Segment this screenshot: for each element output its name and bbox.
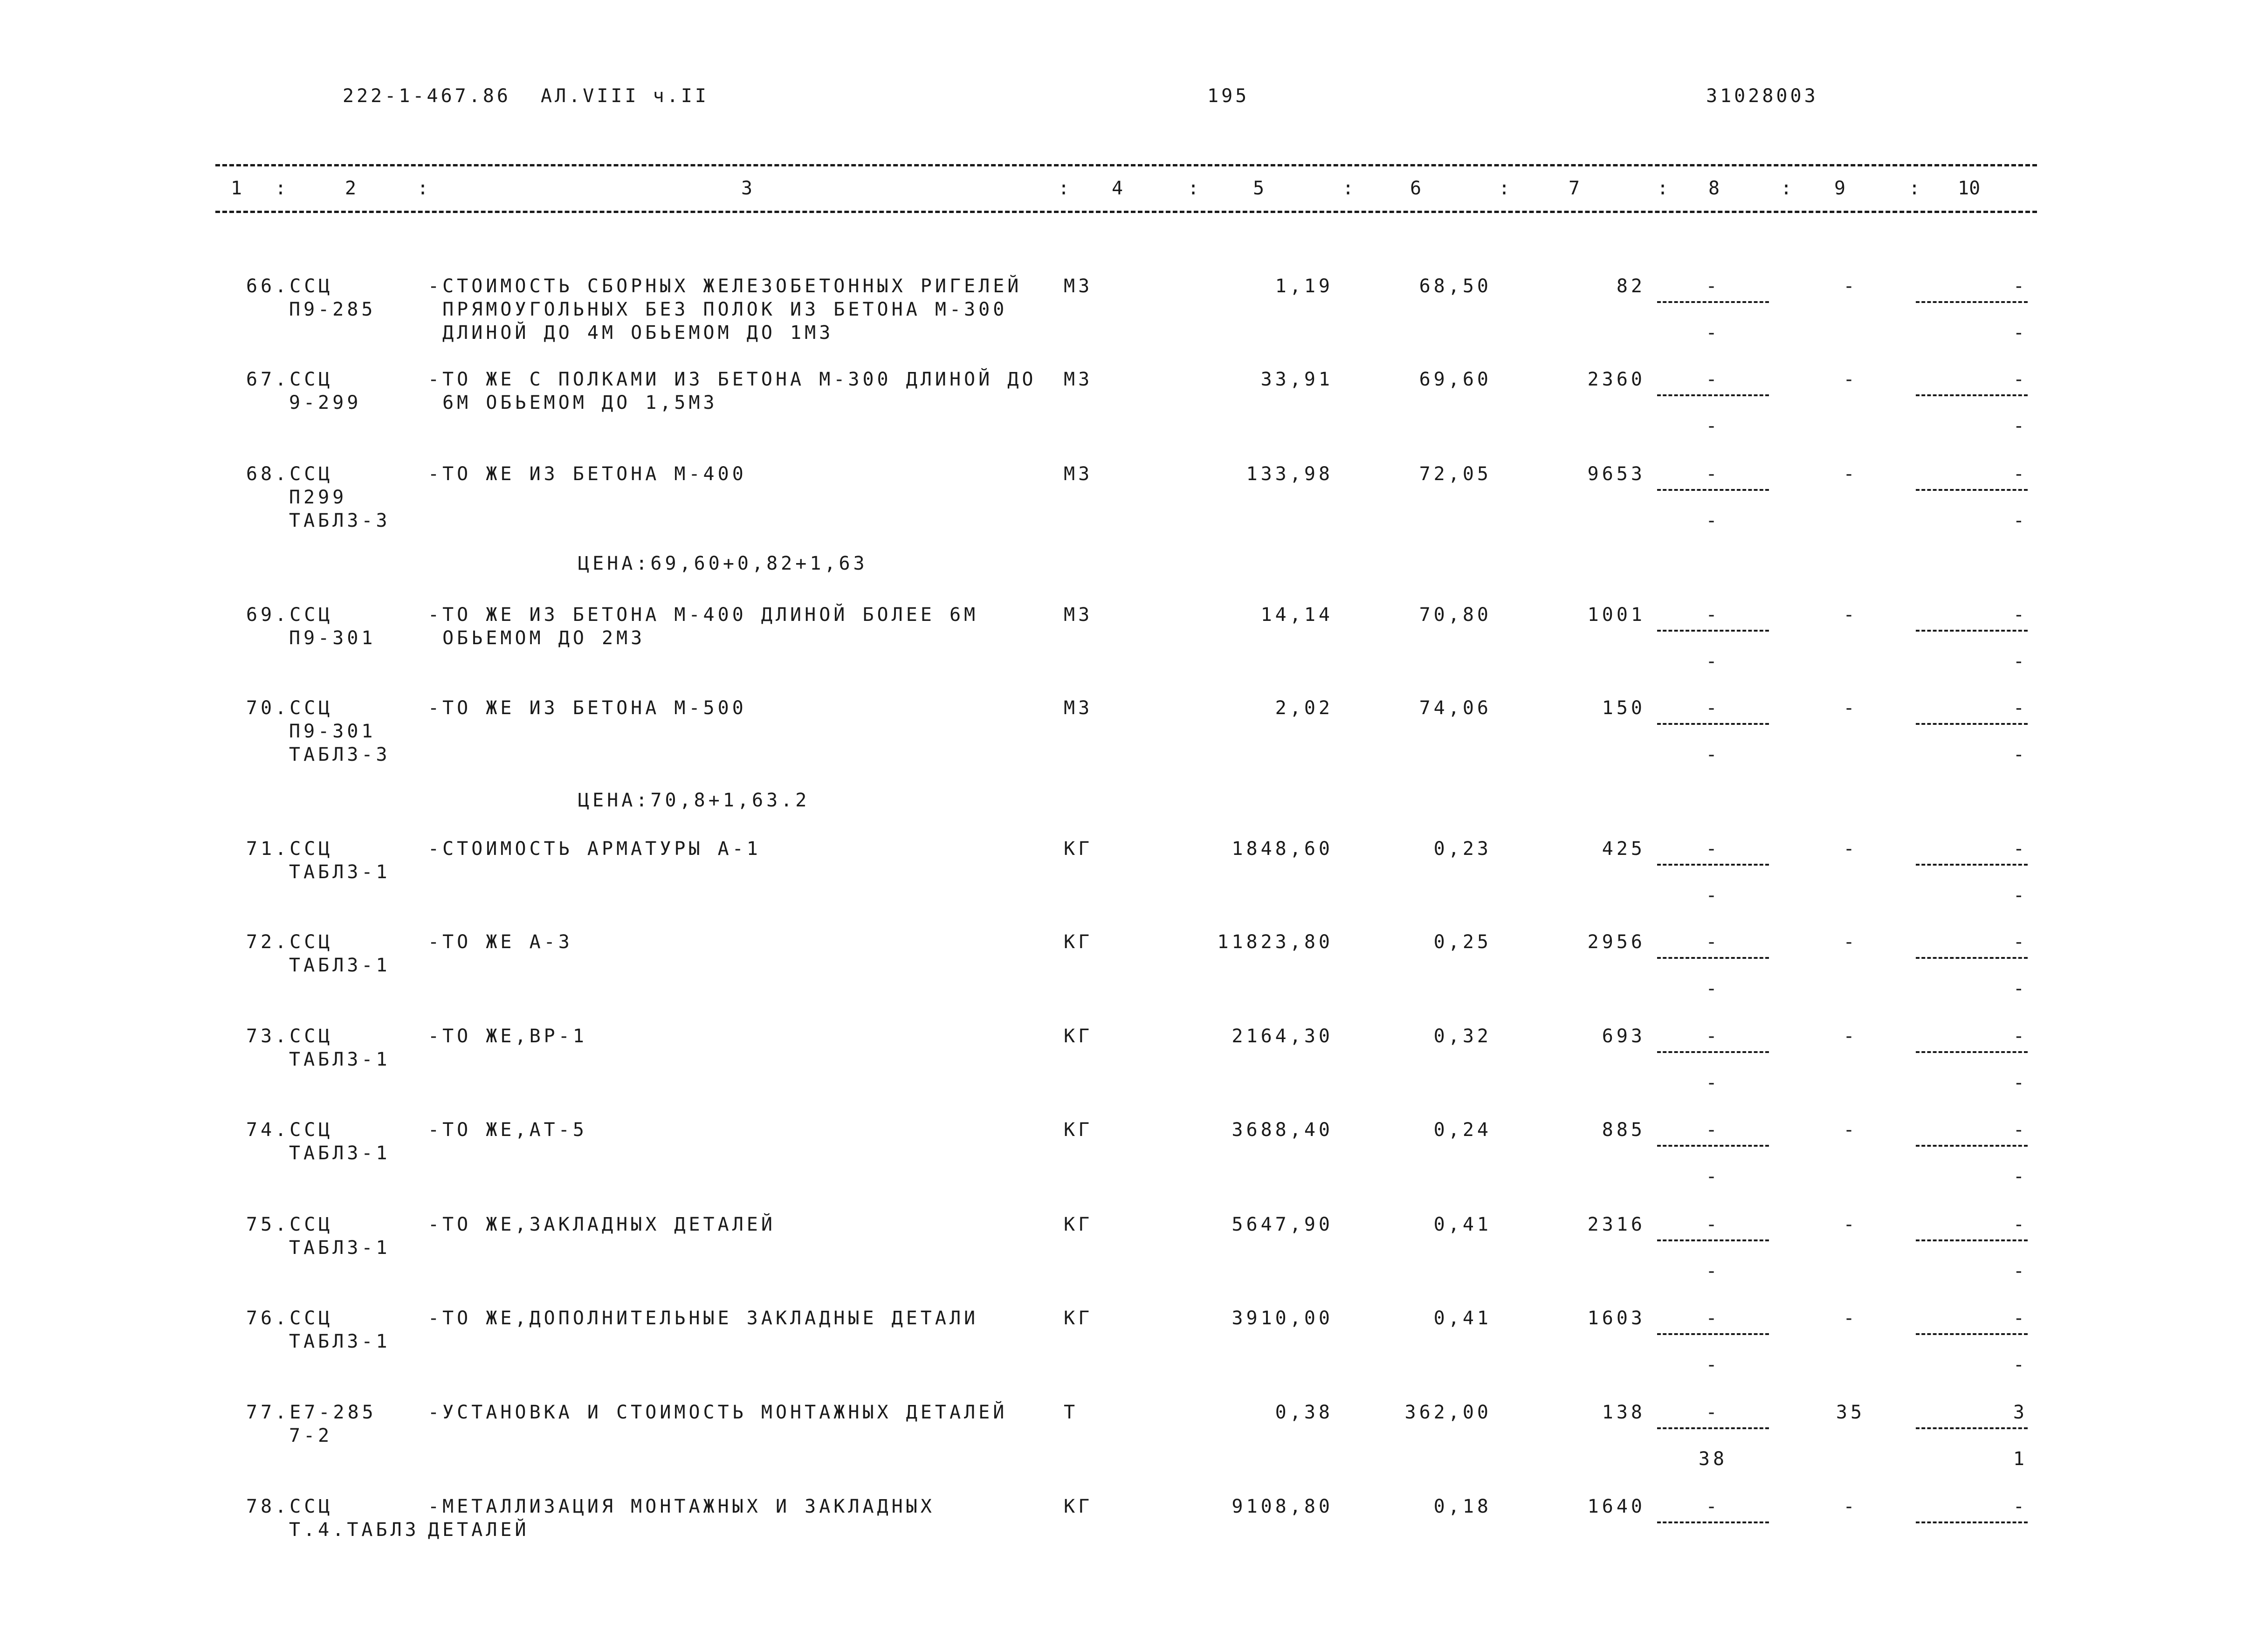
row-code: ТАБЛ3-1 xyxy=(289,1237,391,1259)
row-price: 69,60 xyxy=(1419,369,1492,390)
row-unit: КГ xyxy=(1064,838,1093,860)
row-price: 74,06 xyxy=(1419,697,1492,719)
row-col10-rule xyxy=(1916,489,2028,491)
row-number: 76.ССЦ xyxy=(246,1308,333,1329)
row-col8-rule xyxy=(1657,489,1769,491)
row-col8-rule xyxy=(1657,630,1769,632)
row-unit: М3 xyxy=(1064,697,1093,719)
row-col10-rule xyxy=(1916,1239,2028,1241)
row-quantity: 1,19 xyxy=(1275,275,1333,297)
row-description: 6М ОБЬЕМОМ ДО 1,5М3 xyxy=(428,392,718,413)
col-header: 5 xyxy=(1253,178,1265,199)
row-col10-bottom: - xyxy=(2013,322,2028,344)
row-col8-bottom: - xyxy=(1706,744,1720,765)
row-code: ТАБЛ3-1 xyxy=(289,1331,391,1352)
row-number: 75.ССЦ xyxy=(246,1214,333,1235)
row-unit: М3 xyxy=(1064,463,1093,485)
row-col8-top: - xyxy=(1706,369,1720,390)
row-description: -ТО ЖЕ ИЗ БЕТОНА М-400 xyxy=(428,463,747,485)
row-col8-rule xyxy=(1657,957,1769,959)
row-col10-top: - xyxy=(2013,1119,2028,1141)
row-col10-rule xyxy=(1916,864,2028,866)
row-unit: М3 xyxy=(1064,369,1093,390)
row-col10-bottom: - xyxy=(2013,1260,2028,1282)
row-col10-top: - xyxy=(2013,369,2028,390)
row-price: 362,00 xyxy=(1404,1402,1492,1423)
row-total: 425 xyxy=(1602,838,1645,860)
row-price: 68,50 xyxy=(1419,275,1492,297)
row-quantity: 1848,60 xyxy=(1232,838,1333,860)
row-col9: - xyxy=(1843,1026,1858,1047)
row-unit: КГ xyxy=(1064,1496,1093,1517)
row-description: -ТО ЖЕ,ЗАКЛАДНЫХ ДЕТАЛЕЙ xyxy=(428,1214,776,1235)
row-quantity: 133,98 xyxy=(1246,463,1333,485)
row-col8-bottom: - xyxy=(1706,1072,1720,1094)
row-description: -СТОИМОСТЬ СБОРНЫХ ЖЕЛЕЗОБЕТОННЫХ РИГЕЛЕЙ xyxy=(428,275,1022,297)
row-col10-rule xyxy=(1916,1427,2028,1429)
row-number: 69.ССЦ xyxy=(246,604,333,626)
row-col10-top: 3 xyxy=(2013,1402,2028,1423)
col-separator: : xyxy=(417,178,429,199)
row-col10-bottom: - xyxy=(2013,1166,2028,1187)
row-unit: КГ xyxy=(1064,1214,1093,1235)
row-col8-top: - xyxy=(1706,697,1720,719)
col-separator: : xyxy=(1499,178,1510,199)
row-price: 0,23 xyxy=(1433,838,1492,860)
row-code: Т.4.ТАБЛ3 xyxy=(289,1519,420,1541)
row-description: -УСТАНОВКА И СТОИМОСТЬ МОНТАЖНЫХ ДЕТАЛЕЙ xyxy=(428,1402,1008,1423)
col-separator: : xyxy=(275,178,287,199)
row-col10-top: - xyxy=(2013,1308,2028,1329)
row-price: 0,41 xyxy=(1433,1214,1492,1235)
row-col8-top: - xyxy=(1706,1308,1720,1329)
row-col9: - xyxy=(1843,275,1858,297)
row-col8-top: - xyxy=(1706,1496,1720,1517)
row-col10-rule xyxy=(1916,1051,2028,1053)
row-col9: - xyxy=(1843,463,1858,485)
row-price: 0,18 xyxy=(1433,1496,1492,1517)
row-col8-bottom: 38 xyxy=(1698,1448,1728,1470)
row-col9: - xyxy=(1843,697,1858,719)
row-col10-bottom: - xyxy=(2013,510,2028,531)
row-price: 0,25 xyxy=(1433,931,1492,953)
row-total: 2316 xyxy=(1587,1214,1645,1235)
row-col8-top: - xyxy=(1706,838,1720,860)
row-code: ТАБЛ3-1 xyxy=(289,1143,391,1164)
row-col8-rule xyxy=(1657,394,1769,396)
row-col9: - xyxy=(1843,1119,1858,1141)
row-col8-bottom: - xyxy=(1706,415,1720,437)
row-col8-bottom: - xyxy=(1706,978,1720,999)
row-col8-top: - xyxy=(1706,604,1720,626)
col-separator: : xyxy=(1058,178,1070,199)
row-col9: 35 xyxy=(1836,1402,1865,1423)
row-col10-top: - xyxy=(2013,1026,2028,1047)
row-quantity: 0,38 xyxy=(1275,1402,1333,1423)
col-header: 8 xyxy=(1708,178,1720,199)
row-number: 74.ССЦ xyxy=(246,1119,333,1141)
row-col10-top: - xyxy=(2013,604,2028,626)
row-quantity: 9108,80 xyxy=(1232,1496,1333,1517)
row-col8-rule xyxy=(1657,1145,1769,1147)
row-col8-rule xyxy=(1657,864,1769,866)
row-description: ПРЯМОУГОЛЬНЫХ БЕЗ ПОЛОК ИЗ БЕТОНА М-300 xyxy=(428,299,1008,320)
row-number: 73.ССЦ xyxy=(246,1026,333,1047)
row-total: 693 xyxy=(1602,1026,1645,1047)
row-description: ДЕТАЛЕЙ xyxy=(428,1519,530,1541)
header-rule-top xyxy=(215,164,2037,166)
row-col10-bottom: - xyxy=(2013,885,2028,906)
row-quantity: 5647,90 xyxy=(1232,1214,1333,1235)
row-total: 2360 xyxy=(1587,369,1645,390)
row-col10-bottom: - xyxy=(2013,744,2028,765)
row-col10-bottom: - xyxy=(2013,1354,2028,1376)
row-number: 71.ССЦ xyxy=(246,838,333,860)
row-col9: - xyxy=(1843,1214,1858,1235)
row-col10-rule xyxy=(1916,1521,2028,1523)
row-col10-rule xyxy=(1916,630,2028,632)
row-col8-rule xyxy=(1657,1239,1769,1241)
row-quantity: 11823,80 xyxy=(1217,931,1333,953)
row-description: -СТОИМОСТЬ АРМАТУРЫ А-1 xyxy=(428,838,761,860)
row-quantity: 2164,30 xyxy=(1232,1026,1333,1047)
row-quantity: 14,14 xyxy=(1260,604,1333,626)
row-code: ТАБЛ3-1 xyxy=(289,955,391,976)
row-code: П9-285 xyxy=(289,299,376,320)
row-code: П9-301 xyxy=(289,721,376,742)
row-description: -ТО ЖЕ,АТ-5 xyxy=(428,1119,587,1141)
col-header: 10 xyxy=(1958,178,1981,199)
row-unit: Т xyxy=(1064,1402,1079,1423)
col-header: 3 xyxy=(741,178,753,199)
row-price: 72,05 xyxy=(1419,463,1492,485)
row-price: 70,80 xyxy=(1419,604,1492,626)
row-col8-top: - xyxy=(1706,1026,1720,1047)
row-col9: - xyxy=(1843,1308,1858,1329)
row-col10-top: - xyxy=(2013,931,2028,953)
row-col10-rule xyxy=(1916,723,2028,725)
row-col9: - xyxy=(1843,838,1858,860)
row-number: 67.ССЦ xyxy=(246,369,333,390)
row-col8-top: - xyxy=(1706,463,1720,485)
row-col8-bottom: - xyxy=(1706,885,1720,906)
row-col10-rule xyxy=(1916,394,2028,396)
row-description: -ТО ЖЕ ИЗ БЕТОНА М-400 ДЛИНОЙ БОЛЕЕ 6М xyxy=(428,604,979,626)
doc-number: 31028003 xyxy=(1706,85,1818,107)
row-unit: КГ xyxy=(1064,1026,1093,1047)
row-description: -МЕТАЛЛИЗАЦИЯ МОНТАЖНЫХ И ЗАКЛАДНЫХ xyxy=(428,1496,935,1517)
row-code: 7-2 xyxy=(289,1425,333,1446)
album-label: АЛ.VIII ч.II xyxy=(541,85,709,107)
row-description: -ТО ЖЕ,ДОПОЛНИТЕЛЬНЫЕ ЗАКЛАДНЫЕ ДЕТАЛИ xyxy=(428,1308,979,1329)
row-price: 0,32 xyxy=(1433,1026,1492,1047)
row-description: -ТО ЖЕ ИЗ БЕТОНА М-500 xyxy=(428,697,747,719)
row-col8-bottom: - xyxy=(1706,651,1720,672)
page-number: 195 xyxy=(1207,85,1250,107)
row-number: 66.ССЦ xyxy=(246,275,333,297)
row-description: -ТО ЖЕ,ВР-1 xyxy=(428,1026,587,1047)
row-col8-rule xyxy=(1657,1051,1769,1053)
col-separator: : xyxy=(1657,178,1669,199)
row-col10-top: - xyxy=(2013,275,2028,297)
row-col8-bottom: - xyxy=(1706,1354,1720,1376)
row-col8-top: - xyxy=(1706,1402,1720,1423)
row-price: 0,24 xyxy=(1433,1119,1492,1141)
row-total: 82 xyxy=(1616,275,1645,297)
row-col10-top: - xyxy=(2013,1496,2028,1517)
row-col9: - xyxy=(1843,369,1858,390)
row-code: ТАБЛ3-1 xyxy=(289,861,391,883)
row-code: 9-299 xyxy=(289,392,362,413)
row-unit: КГ xyxy=(1064,931,1093,953)
col-separator: : xyxy=(1342,178,1354,199)
col-header: 9 xyxy=(1834,178,1846,199)
row-total: 885 xyxy=(1602,1119,1645,1141)
row-col8-rule xyxy=(1657,1333,1769,1335)
row-description: -ТО ЖЕ А-3 xyxy=(428,931,573,953)
row-col10-top: - xyxy=(2013,463,2028,485)
row-col8-top: - xyxy=(1706,275,1720,297)
row-col9: - xyxy=(1843,604,1858,626)
row-total: 1001 xyxy=(1587,604,1645,626)
row-total: 9653 xyxy=(1587,463,1645,485)
row-quantity: 3688,40 xyxy=(1232,1119,1333,1141)
price-note: ЦЕНА:70,8+1,63.2 xyxy=(578,790,810,811)
row-unit: М3 xyxy=(1064,275,1093,297)
row-unit: КГ xyxy=(1064,1308,1093,1329)
row-col8-top: - xyxy=(1706,931,1720,953)
row-col10-bottom: 1 xyxy=(2013,1448,2028,1470)
row-number: 78.ССЦ xyxy=(246,1496,333,1517)
row-col8-bottom: - xyxy=(1706,1260,1720,1282)
row-number: 77.Е7-285 xyxy=(246,1402,377,1423)
col-separator: : xyxy=(1781,178,1792,199)
row-col9: - xyxy=(1843,1496,1858,1517)
row-col8-rule xyxy=(1657,1427,1769,1429)
row-code: ТАБЛ3-3 xyxy=(289,744,391,765)
row-col10-rule xyxy=(1916,1145,2028,1147)
row-col9: - xyxy=(1843,931,1858,953)
col-header: 7 xyxy=(1569,178,1580,199)
row-total: 1603 xyxy=(1587,1308,1645,1329)
row-total: 2956 xyxy=(1587,931,1645,953)
col-separator: : xyxy=(1188,178,1199,199)
row-col10-top: - xyxy=(2013,838,2028,860)
row-description: ДЛИНОЙ ДО 4М ОБЬЕМОМ ДО 1М3 xyxy=(428,322,834,344)
row-col10-bottom: - xyxy=(2013,978,2028,999)
row-col8-rule xyxy=(1657,301,1769,303)
row-col10-bottom: - xyxy=(2013,651,2028,672)
col-header: 4 xyxy=(1112,178,1123,199)
document-code: 222-1-467.86 xyxy=(343,85,511,107)
row-col10-top: - xyxy=(2013,697,2028,719)
row-col10-rule xyxy=(1916,301,2028,303)
row-number: 72.ССЦ xyxy=(246,931,333,953)
row-col8-rule xyxy=(1657,1521,1769,1523)
row-col8-top: - xyxy=(1706,1119,1720,1141)
row-col10-bottom: - xyxy=(2013,1072,2028,1094)
row-col10-rule xyxy=(1916,1333,2028,1335)
price-note: ЦЕНА:69,60+0,82+1,63 xyxy=(578,553,868,574)
row-number: 68.ССЦ xyxy=(246,463,333,485)
row-col8-bottom: - xyxy=(1706,510,1720,531)
col-header: 6 xyxy=(1410,178,1422,199)
col-header: 1 xyxy=(231,178,242,199)
row-number: 70.ССЦ xyxy=(246,697,333,719)
col-header: 2 xyxy=(345,178,357,199)
row-col10-bottom: - xyxy=(2013,415,2028,437)
row-col8-rule xyxy=(1657,723,1769,725)
row-total: 150 xyxy=(1602,697,1645,719)
col-separator: : xyxy=(1909,178,1920,199)
row-code: П9-301 xyxy=(289,627,376,649)
row-unit: М3 xyxy=(1064,604,1093,626)
row-col10-top: - xyxy=(2013,1214,2028,1235)
row-description: ОБЬЕМОМ ДО 2М3 xyxy=(428,627,646,649)
header-rule-bottom xyxy=(215,211,2037,213)
row-price: 0,41 xyxy=(1433,1308,1492,1329)
row-total: 138 xyxy=(1602,1402,1645,1423)
row-code: П299 xyxy=(289,487,347,508)
row-code: ТАБЛ3-3 xyxy=(289,510,391,531)
row-quantity: 3910,00 xyxy=(1232,1308,1333,1329)
row-quantity: 33,91 xyxy=(1260,369,1333,390)
row-unit: КГ xyxy=(1064,1119,1093,1141)
row-total: 1640 xyxy=(1587,1496,1645,1517)
row-col8-bottom: - xyxy=(1706,1166,1720,1187)
row-quantity: 2,02 xyxy=(1275,697,1333,719)
row-col8-bottom: - xyxy=(1706,322,1720,344)
row-code: ТАБЛ3-1 xyxy=(289,1049,391,1070)
row-description: -ТО ЖЕ С ПОЛКАМИ ИЗ БЕТОНА М-300 ДЛИНОЙ ДО xyxy=(428,369,1037,390)
row-col8-top: - xyxy=(1706,1214,1720,1235)
row-col10-rule xyxy=(1916,957,2028,959)
